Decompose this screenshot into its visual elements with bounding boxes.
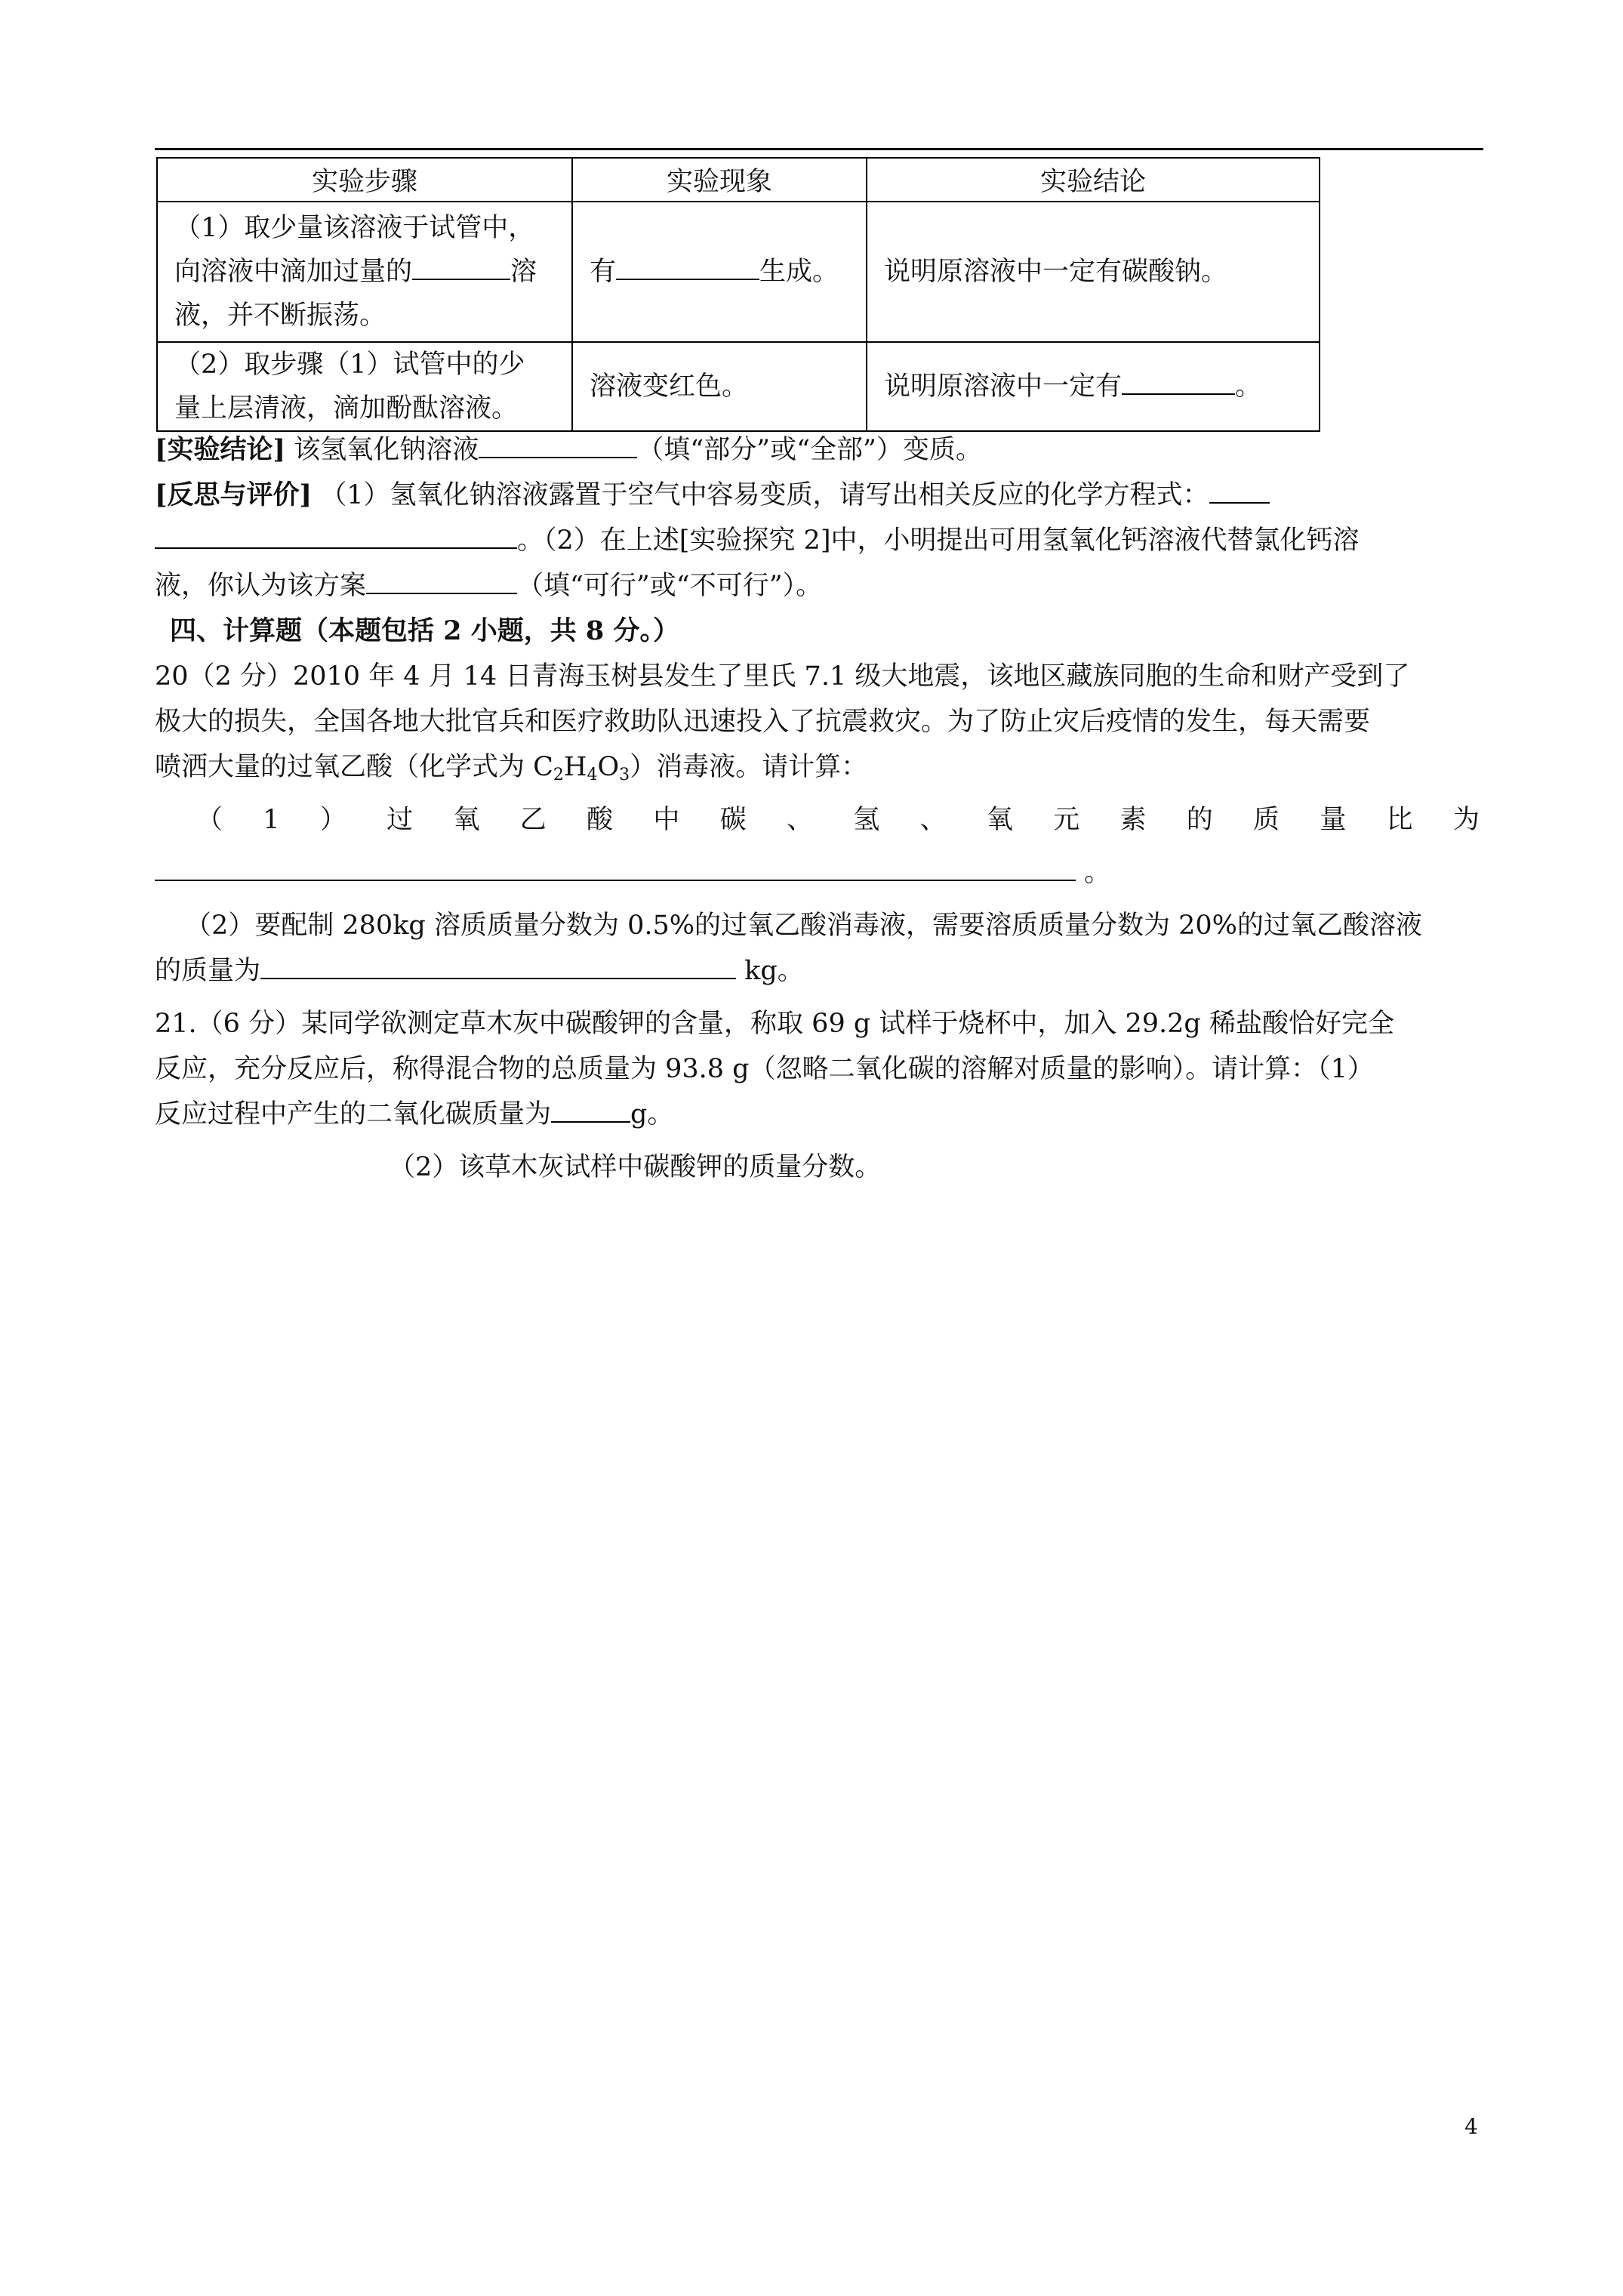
section4-title: 四、计算题（本题包括 2 小题，共 8 分。） [170,615,679,646]
page-number: 4 [1464,2114,1478,2139]
q21-line1: 21.（6 分）某同学欲测定草木灰中碳酸钾的含量，称取 69 g 试样于烧杯中，加入 29.2g 稀盐酸恰好完全 [155,1009,1394,1039]
q20-part1-char: 氧 [453,805,480,835]
q20-part1-char: 比 [1386,805,1413,835]
q20-part2-line1: （2）要配制 280kg 溶质质量分数为 0.5%的过氧乙酸消毒液，需要溶质质量分数为 20%的过氧乙酸溶液 [185,911,1422,941]
table-row [157,342,1320,431]
q20-part1-char: 量 [1320,805,1347,835]
reflection-line1: [反思与评价] （1）氢氧化钠溶液露置于空气中容易变质，请写出相关反应的化学方程式： [155,473,1483,518]
answer-blank[interactable] [1209,476,1270,504]
q20-part1-char: 中 [653,805,680,835]
answer-blank[interactable] [260,951,736,979]
q20-part1-char: 的 [1186,805,1213,835]
q20-part1-char: 元 [1053,805,1080,835]
q20-part1-char: 质 [1253,805,1280,835]
row2-conclusion: 说明原溶液中一定有 。 [867,342,1320,431]
reflection-line2: 。（2）在上述[实验探究 2]中，小明提出可用氢氧化钙溶液代替氯化钙溶 [155,518,1483,563]
q20-part1-char: 过 [387,805,414,835]
experiment-conclusion-line: [实验结论] 该氢氧化钠溶液 （填“部分”或“全部”）变质。 [155,427,1483,473]
q21-part2: （2）该草木灰试样中碳酸钾的质量分数。 [389,1152,882,1182]
answer-blank[interactable] [551,1095,630,1123]
header-rule [155,148,1483,150]
experiment-table [156,157,1320,432]
q20-line2: 极大的损失，全国各地大批官兵和医疗救助队迅速投入了抗震救灾。为了防止灾后疫情的发生，每天需要 [155,707,1371,737]
q20-part1-char: 、 [919,805,947,835]
header-phenomenon: 实验现象 [572,158,867,202]
row1-conclusion: 说明原溶液中一定有碳酸钠。 [867,202,1320,342]
row2-phenomenon: 溶液变红色。 [572,342,867,431]
q20-part1-char: 乙 [519,805,547,835]
q21-line3: 反应过程中产生的二氧化碳质量为 g。 [155,1092,1483,1137]
q20-part1-char: 氢 [853,805,880,835]
q20-part1-text [196,797,1480,843]
answer-blank[interactable] [412,252,510,280]
row1-step: （1）取少量该溶液于试管中， 向溶液中滴加过量的 溶 液，并不断振荡。 [157,202,572,342]
row1-phenomenon: 有 生成。 [572,202,867,342]
q20-part1-char: （ [196,805,223,835]
q20-part1-char: 酸 [587,805,614,835]
q20-part1-answer-line: 。 [155,850,1483,895]
header-step: 实验步骤 [157,158,572,202]
header-conclusion: 实验结论 [867,158,1320,202]
q20-part2-line2: 的质量为 kg。 [155,948,1483,994]
q20-part1-line [196,797,1480,843]
q20-part1-char: ） [319,805,346,835]
answer-blank[interactable] [1122,367,1235,395]
row2-step: （2）取步骤（1）试管中的少 量上层清液，滴加酚酞溶液。 [157,342,572,431]
table-header-row [157,158,1320,202]
reflection-line3: 液，你认为该方案 （填“可行”或“不可行”）。 [155,563,1483,609]
answer-blank[interactable] [616,252,759,280]
answer-blank[interactable] [155,521,517,549]
answer-blank[interactable] [155,853,1076,881]
table-row [157,202,1320,342]
q20-part1-char: 氧 [986,805,1013,835]
q20-part1-char: 素 [1119,805,1147,835]
answer-blank[interactable] [479,430,637,458]
q20-part1-char: 1 [263,805,280,835]
q20-line3: 喷洒大量的过氧乙酸（化学式为 $C_2H_4O_3$）消毒液。请计算： [155,752,868,784]
q20-part1-char: 为 [1452,805,1480,835]
q21-line2: 反应，充分反应后，称得混合物的总质量为 93.8 g（忽略二氧化碳的溶解对质量的影响）。请计算：（1） [155,1054,1374,1084]
q20-line1: 20（2 分）2010 年 4 月 14 日青海玉树县发生了里氏 7.1 级大地震，该地区藏族同胞的生命和财产受到了 [155,661,1410,692]
q20-part1-char: 、 [786,805,813,835]
answer-blank[interactable] [366,566,517,594]
q20-part1-char: 碳 [719,805,747,835]
